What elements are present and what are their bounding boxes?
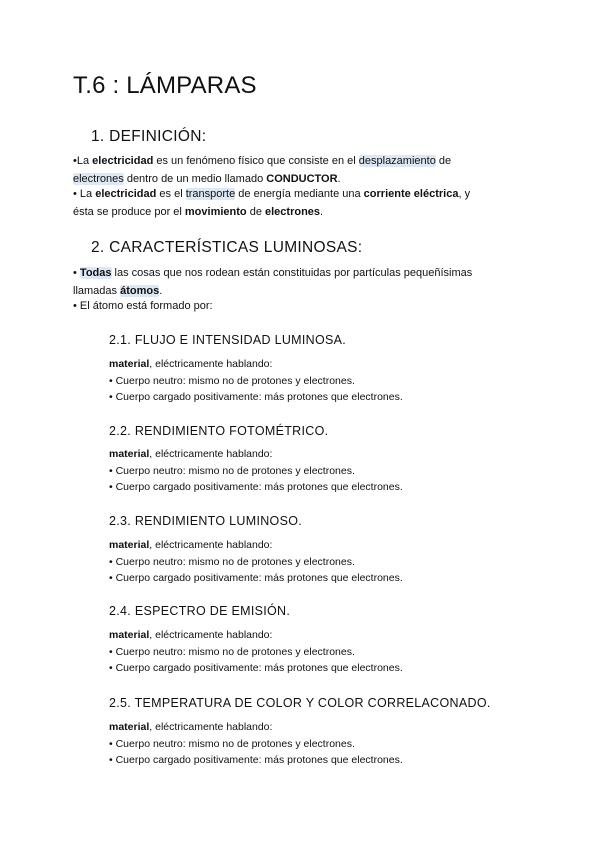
- bullet-item: • Cuerpo neutro: mismo no de protones y electrones.: [109, 555, 355, 568]
- subsection-body: material, eléctricamente hablando: • Cuerpo neutro: mismo no de protones y electrones. • Cuerpo cargado positivamente: más protones que electrones.: [109, 537, 403, 587]
- bullet-item: • Cuerpo cargado positivamente: más protones que electrones.: [109, 572, 403, 584]
- subsection-heading: 2.4. ESPECTRO DE EMISIÓN.: [109, 604, 291, 618]
- definition-paragraph-2: • La electricidad es el transporte de energía mediante una corriente eléctrica, y ésta se produce por el movimiento de electrones.: [73, 188, 471, 218]
- bullet-item: • Cuerpo cargado positivamente: más protones que electrones.: [109, 754, 403, 766]
- highlight: electrones: [73, 172, 124, 185]
- bullet-item: • Cuerpo cargado positivamente: más protones que electrones.: [109, 481, 403, 493]
- subsection-body: material, eléctricamente hablando: • Cuerpo neutro: mismo no de protones y electrones. • Cuerpo cargado positivamente: más protones que electrones.: [109, 446, 403, 496]
- subsection-heading: 2.1. FLUJO E INTENSIDAD LUMINOSA.: [109, 333, 347, 347]
- subsection-body: material, eléctricamente hablando: • Cuerpo neutro: mismo no de protones y electrones. • Cuerpo cargado positivamente: más protones que electrones.: [109, 719, 403, 769]
- bullet-item: • Cuerpo cargado positivamente: más protones que electrones.: [109, 662, 403, 674]
- highlight: átomos: [120, 284, 160, 297]
- bullet-item: • Cuerpo neutro: mismo no de protones y electrones.: [109, 737, 355, 750]
- subsection-heading: 2.2. RENDIMIENTO FOTOMÉTRICO.: [109, 424, 329, 438]
- bullet-item: • Cuerpo cargado positivamente: más protones que electrones.: [109, 391, 403, 403]
- section-heading-definicion: 1. DEFINICIÓN:: [91, 128, 207, 145]
- highlight: desplazamiento: [358, 155, 436, 167]
- definition-paragraph-1: •La electricidad es un fenómeno físico que consiste en el desplazamiento de electrones dentro de un medio llamado CONDUCTOR.: [73, 155, 452, 185]
- page-title: T.6 : LÁMPARAS: [73, 72, 257, 99]
- subsection-body: material, eléctricamente hablando: • Cuerpo neutro: mismo no de protones y electrones. • Cuerpo cargado positivamente: más protones que electrones.: [109, 356, 403, 406]
- highlight: Todas: [79, 267, 112, 279]
- highlight: transporte: [185, 188, 236, 200]
- subsection-heading: 2.3. RENDIMIENTO LUMINOSO.: [109, 514, 303, 528]
- bullet-item: • Cuerpo neutro: mismo no de protones y electrones.: [109, 374, 355, 387]
- subsection-heading: 2.5. TEMPERATURA DE COLOR Y COLOR CORRELACONADO.: [109, 696, 491, 710]
- characteristics-paragraph-2: • El átomo está formado por:: [73, 300, 213, 312]
- characteristics-paragraph-1: • Todas las cosas que nos rodean están constituidas por partículas pequeñísimas llamadas átomos.: [73, 267, 473, 297]
- section-heading-caracteristicas: 2. CARACTERÍSTICAS LUMINOSAS:: [91, 239, 363, 256]
- subsection-body: material, eléctricamente hablando: • Cuerpo neutro: mismo no de protones y electrones. • Cuerpo cargado positivamente: más protones que electrones.: [109, 627, 403, 677]
- bullet-item: • Cuerpo neutro: mismo no de protones y electrones.: [109, 645, 355, 658]
- bullet-item: • Cuerpo neutro: mismo no de protones y electrones.: [109, 464, 355, 477]
